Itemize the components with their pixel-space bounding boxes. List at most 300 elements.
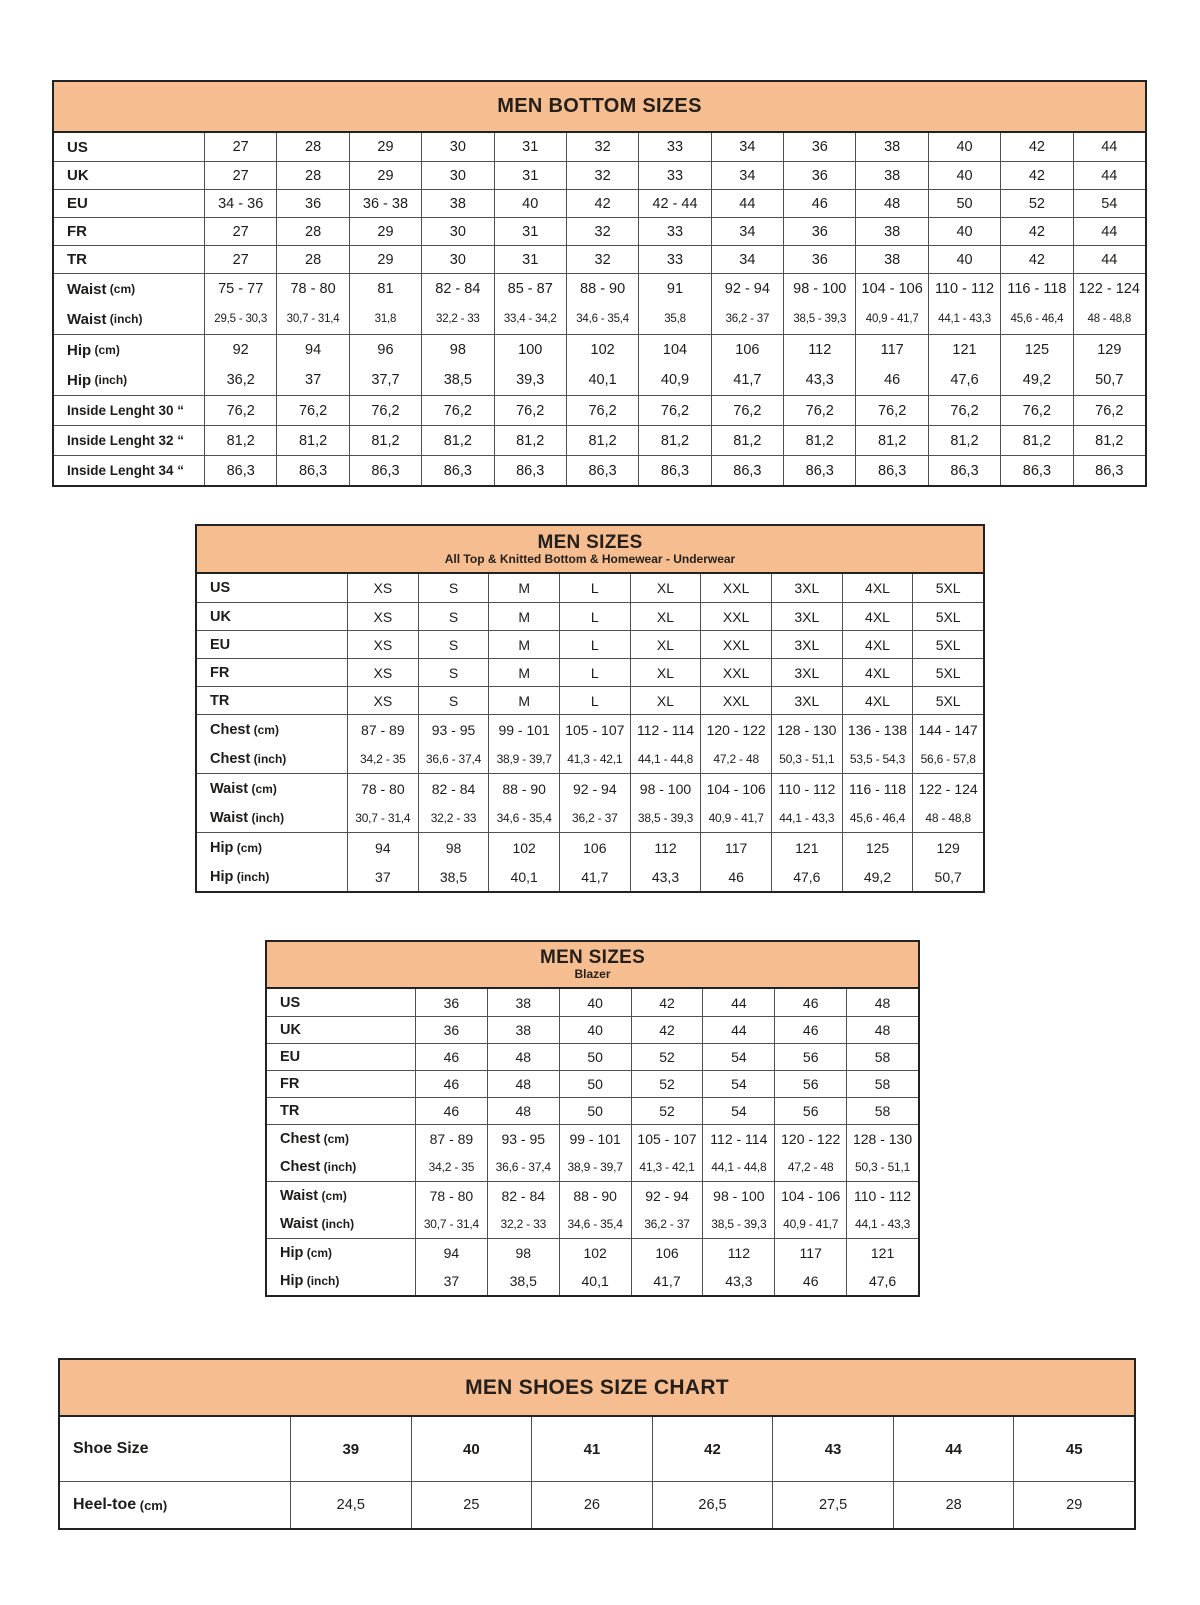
value-cell: 52 bbox=[631, 1098, 703, 1124]
row-label: Inside Lenght 34 “ bbox=[67, 463, 185, 478]
value-cell: 42 bbox=[1000, 162, 1072, 189]
value-cell: 40 bbox=[559, 1017, 631, 1043]
row-label: Heel-toe (cm) bbox=[73, 1496, 168, 1513]
table-row bbox=[267, 1097, 918, 1124]
value-cell: 48 - 48,8 bbox=[912, 803, 983, 832]
table-row bbox=[60, 1481, 1134, 1528]
value-cell: 30 bbox=[421, 162, 493, 189]
row-label: TR bbox=[210, 692, 230, 709]
value-cell: 87 - 89 bbox=[347, 715, 418, 744]
table-row bbox=[267, 1043, 918, 1070]
value-cell: 28 bbox=[276, 133, 348, 161]
value-cell: 144 - 147 bbox=[912, 715, 983, 744]
value-cell: 105 - 107 bbox=[631, 1125, 703, 1153]
value-cell: 105 - 107 bbox=[559, 715, 630, 744]
value-cell: 99 - 101 bbox=[559, 1125, 631, 1153]
value-cell: 5XL bbox=[912, 687, 983, 714]
value-cell: 3XL bbox=[771, 687, 842, 714]
value-cell: 76,2 bbox=[494, 396, 566, 425]
value-cell: 40 bbox=[928, 246, 1000, 273]
value-cell: 46 bbox=[415, 1044, 487, 1070]
value-cell: 76,2 bbox=[421, 396, 493, 425]
table-grid bbox=[197, 574, 983, 891]
value-cell: 24,5 bbox=[290, 1482, 411, 1528]
value-cell: 50 bbox=[559, 1071, 631, 1097]
value-cell: 46 bbox=[774, 1017, 846, 1043]
value-cell: 38,5 bbox=[487, 1267, 559, 1295]
value-cell: 5XL bbox=[912, 659, 983, 686]
value-cell: 42 bbox=[1000, 218, 1072, 245]
value-cell: 86,3 bbox=[204, 456, 276, 485]
value-cell: 94 bbox=[415, 1239, 487, 1267]
value-cell: 88 - 90 bbox=[566, 274, 638, 304]
row-label: Hip (inch) bbox=[67, 371, 128, 389]
value-cell: 40 bbox=[928, 218, 1000, 245]
value-cell: 34,6 - 35,4 bbox=[488, 803, 559, 832]
value-cell: 136 - 138 bbox=[842, 715, 913, 744]
table-grid bbox=[54, 133, 1145, 485]
value-cell: 38 bbox=[855, 246, 927, 273]
value-cell: XS bbox=[347, 631, 418, 658]
value-cell: 106 bbox=[711, 335, 783, 365]
value-cell: 93 - 95 bbox=[418, 715, 489, 744]
value-cell: 34 bbox=[711, 218, 783, 245]
value-cell: 26 bbox=[531, 1482, 652, 1528]
value-cell: 41,7 bbox=[711, 365, 783, 395]
value-cell: 48 bbox=[846, 989, 918, 1016]
value-cell: XS bbox=[347, 574, 418, 602]
value-cell: 34,2 - 35 bbox=[415, 1153, 487, 1181]
value-cell: 52 bbox=[631, 1071, 703, 1097]
value-cell: 98 - 100 bbox=[630, 774, 701, 803]
value-cell: 78 - 80 bbox=[347, 774, 418, 803]
value-cell: 104 bbox=[638, 335, 710, 365]
row-label: Waist (inch) bbox=[67, 310, 143, 328]
value-cell: 44 bbox=[702, 1017, 774, 1043]
value-cell: 28 bbox=[893, 1482, 1014, 1528]
value-cell: 40 bbox=[928, 162, 1000, 189]
value-cell: S bbox=[418, 603, 489, 630]
row-label-unit: (inch) bbox=[91, 373, 128, 387]
value-cell: 81,2 bbox=[783, 426, 855, 455]
value-cell: 117 bbox=[855, 335, 927, 365]
value-cell: 39,3 bbox=[494, 365, 566, 395]
value-cell: 47,2 - 48 bbox=[700, 744, 771, 773]
value-cell: 81,2 bbox=[349, 426, 421, 455]
value-cell: 86,3 bbox=[928, 456, 1000, 485]
value-cell: 56 bbox=[774, 1071, 846, 1097]
table-row bbox=[54, 335, 1145, 365]
value-cell: 28 bbox=[276, 218, 348, 245]
value-cell: 40 bbox=[928, 133, 1000, 161]
value-cell: 35,8 bbox=[638, 304, 710, 334]
table-row bbox=[54, 274, 1145, 304]
value-cell: 58 bbox=[846, 1044, 918, 1070]
value-cell: 81,2 bbox=[421, 426, 493, 455]
value-cell: 36 - 38 bbox=[349, 190, 421, 217]
value-cell: 88 - 90 bbox=[559, 1182, 631, 1210]
value-cell: 3XL bbox=[771, 574, 842, 602]
value-cell: 46 bbox=[855, 365, 927, 395]
value-cell: 45,6 - 46,4 bbox=[842, 803, 913, 832]
value-cell: 81,2 bbox=[928, 426, 1000, 455]
value-cell: 29 bbox=[349, 133, 421, 161]
value-cell: 36 bbox=[783, 246, 855, 273]
table-row bbox=[197, 658, 983, 686]
row-label: Waist (cm) bbox=[67, 280, 136, 298]
row-label-unit: (inch) bbox=[250, 751, 287, 766]
value-cell: 41,7 bbox=[559, 862, 630, 891]
value-cell: 120 - 122 bbox=[700, 715, 771, 744]
value-cell: 40,9 - 41,7 bbox=[774, 1210, 846, 1238]
value-cell: 33,4 - 34,2 bbox=[494, 304, 566, 334]
value-cell: 54 bbox=[702, 1071, 774, 1097]
table-row bbox=[267, 1267, 918, 1295]
value-cell: 4XL bbox=[842, 631, 913, 658]
value-cell: 38 bbox=[855, 162, 927, 189]
value-cell: 29 bbox=[349, 246, 421, 273]
value-cell: 33 bbox=[638, 218, 710, 245]
value-cell: 50,7 bbox=[1073, 365, 1145, 395]
table-row bbox=[267, 1070, 918, 1097]
value-cell: 112 bbox=[702, 1239, 774, 1267]
value-cell: 98 bbox=[421, 335, 493, 365]
value-cell: 40,1 bbox=[488, 862, 559, 891]
value-cell: 110 - 112 bbox=[771, 774, 842, 803]
value-cell: 76,2 bbox=[638, 396, 710, 425]
value-cell: 36,6 - 37,4 bbox=[487, 1153, 559, 1181]
value-cell: L bbox=[559, 659, 630, 686]
value-cell: 27 bbox=[204, 162, 276, 189]
value-cell: 47,2 - 48 bbox=[774, 1153, 846, 1181]
value-cell: 86,3 bbox=[276, 456, 348, 485]
value-cell: 32 bbox=[566, 246, 638, 273]
row-label-unit: (cm) bbox=[248, 781, 277, 796]
table-title: MEN SIZES bbox=[539, 947, 646, 969]
value-cell: 86,3 bbox=[711, 456, 783, 485]
value-cell: 50 bbox=[559, 1044, 631, 1070]
value-cell: XXL bbox=[700, 603, 771, 630]
value-cell: 86,3 bbox=[566, 456, 638, 485]
value-cell: 58 bbox=[846, 1071, 918, 1097]
row-label: EU bbox=[210, 636, 231, 653]
value-cell: 41 bbox=[531, 1417, 652, 1481]
value-cell: 56 bbox=[774, 1044, 846, 1070]
row-label: US bbox=[67, 138, 88, 156]
table-row bbox=[54, 304, 1145, 334]
row-label-unit: (cm) bbox=[318, 1189, 347, 1203]
value-cell: 92 bbox=[204, 335, 276, 365]
value-cell: 36,6 - 37,4 bbox=[418, 744, 489, 773]
value-cell: 91 bbox=[638, 274, 710, 304]
value-cell: 29 bbox=[349, 218, 421, 245]
value-cell: 54 bbox=[702, 1098, 774, 1124]
value-cell: 104 - 106 bbox=[774, 1182, 846, 1210]
value-cell: 86,3 bbox=[1000, 456, 1072, 485]
row-label: US bbox=[210, 580, 231, 596]
table-row bbox=[267, 1125, 918, 1153]
value-cell: 31 bbox=[494, 246, 566, 273]
value-cell: 46 bbox=[783, 190, 855, 217]
value-cell: 75 - 77 bbox=[204, 274, 276, 304]
table-row bbox=[267, 1210, 918, 1238]
table-row bbox=[197, 574, 983, 602]
table-row bbox=[197, 744, 983, 773]
value-cell: 102 bbox=[559, 1239, 631, 1267]
value-cell: 32 bbox=[566, 162, 638, 189]
table-row bbox=[54, 425, 1145, 455]
value-cell: 4XL bbox=[842, 659, 913, 686]
value-cell: 82 - 84 bbox=[421, 274, 493, 304]
value-cell: 50,3 - 51,1 bbox=[846, 1153, 918, 1181]
measure-group bbox=[267, 1181, 918, 1238]
table-row bbox=[267, 1239, 918, 1267]
table-row bbox=[267, 1016, 918, 1043]
value-cell: XS bbox=[347, 603, 418, 630]
table-row bbox=[54, 245, 1145, 273]
value-cell: 38 bbox=[855, 133, 927, 161]
value-cell: 94 bbox=[347, 833, 418, 862]
table-row bbox=[54, 189, 1145, 217]
value-cell: 121 bbox=[771, 833, 842, 862]
value-cell: 5XL bbox=[912, 631, 983, 658]
value-cell: 81,2 bbox=[204, 426, 276, 455]
value-cell: 33 bbox=[638, 246, 710, 273]
value-cell: 120 - 122 bbox=[774, 1125, 846, 1153]
value-cell: 26,5 bbox=[652, 1482, 773, 1528]
value-cell: 3XL bbox=[771, 631, 842, 658]
value-cell: 44,1 - 44,8 bbox=[630, 744, 701, 773]
row-label-unit: (inch) bbox=[320, 1160, 357, 1174]
value-cell: 38 bbox=[487, 1017, 559, 1043]
value-cell: 34 bbox=[711, 162, 783, 189]
value-cell: 86,3 bbox=[638, 456, 710, 485]
measure-group bbox=[197, 714, 983, 773]
value-cell: 42 bbox=[1000, 133, 1072, 161]
value-cell: 76,2 bbox=[711, 396, 783, 425]
table-row bbox=[54, 365, 1145, 395]
value-cell: 106 bbox=[631, 1239, 703, 1267]
value-cell: 125 bbox=[1000, 335, 1072, 365]
value-cell: XL bbox=[630, 659, 701, 686]
value-cell: 41,3 - 42,1 bbox=[631, 1153, 703, 1181]
value-cell: 37 bbox=[415, 1267, 487, 1295]
value-cell: 30,7 - 31,4 bbox=[347, 803, 418, 832]
value-cell: S bbox=[418, 687, 489, 714]
value-cell: 40 bbox=[411, 1417, 532, 1481]
row-label: UK bbox=[210, 608, 231, 625]
value-cell: 38,5 bbox=[418, 862, 489, 891]
measure-group bbox=[54, 334, 1145, 395]
value-cell: L bbox=[559, 603, 630, 630]
value-cell: 34 bbox=[711, 133, 783, 161]
value-cell: 81,2 bbox=[1000, 426, 1072, 455]
value-cell: 38,5 - 39,3 bbox=[783, 304, 855, 334]
value-cell: 46 bbox=[774, 1267, 846, 1295]
value-cell: 44 bbox=[702, 989, 774, 1016]
row-label: Waist (inch) bbox=[210, 809, 285, 826]
value-cell: 81,2 bbox=[1073, 426, 1145, 455]
value-cell: 36,2 - 37 bbox=[559, 803, 630, 832]
row-label: UK bbox=[67, 167, 89, 184]
value-cell: 49,2 bbox=[842, 862, 913, 891]
table-row bbox=[60, 1417, 1134, 1481]
value-cell: 44 bbox=[1073, 218, 1145, 245]
row-label-unit: (cm) bbox=[250, 722, 279, 737]
row-label: FR bbox=[67, 223, 87, 240]
value-cell: 92 - 94 bbox=[711, 274, 783, 304]
row-label: Shoe Size bbox=[73, 1440, 149, 1457]
value-cell: 81,2 bbox=[711, 426, 783, 455]
value-cell: 44,1 - 44,8 bbox=[702, 1153, 774, 1181]
row-label-unit: (inch) bbox=[248, 810, 285, 825]
men-sizes-blazer-table bbox=[265, 940, 920, 1297]
value-cell: 30 bbox=[421, 133, 493, 161]
table-row bbox=[267, 1153, 918, 1181]
value-cell: 37 bbox=[276, 365, 348, 395]
value-cell: 125 bbox=[842, 833, 913, 862]
value-cell: 36 bbox=[415, 1017, 487, 1043]
value-cell: L bbox=[559, 631, 630, 658]
row-label-unit: (inch) bbox=[233, 869, 270, 884]
value-cell: 33 bbox=[638, 133, 710, 161]
value-cell: 36,2 - 37 bbox=[631, 1210, 703, 1238]
value-cell: 50,3 - 51,1 bbox=[771, 744, 842, 773]
row-label: FR bbox=[280, 1076, 300, 1092]
value-cell: 78 - 80 bbox=[415, 1182, 487, 1210]
value-cell: 34 bbox=[711, 246, 783, 273]
value-cell: 36 bbox=[415, 989, 487, 1016]
value-cell: 110 - 112 bbox=[846, 1182, 918, 1210]
row-label-unit: (cm) bbox=[233, 840, 263, 855]
value-cell: 40,1 bbox=[566, 365, 638, 395]
value-cell: 32,2 - 33 bbox=[487, 1210, 559, 1238]
row-label-unit: (cm) bbox=[136, 1497, 168, 1513]
value-cell: 116 - 118 bbox=[1000, 274, 1072, 304]
value-cell: 27 bbox=[204, 133, 276, 161]
row-label: US bbox=[280, 994, 301, 1011]
value-cell: 81,2 bbox=[566, 426, 638, 455]
value-cell: 44 bbox=[711, 190, 783, 217]
value-cell: 128 - 130 bbox=[771, 715, 842, 744]
value-cell: 86,3 bbox=[1073, 456, 1145, 485]
value-cell: 38,9 - 39,7 bbox=[559, 1153, 631, 1181]
value-cell: 32,2 - 33 bbox=[418, 803, 489, 832]
value-cell: XXL bbox=[700, 574, 771, 602]
value-cell: 28 bbox=[276, 162, 348, 189]
value-cell: 76,2 bbox=[566, 396, 638, 425]
value-cell: XL bbox=[630, 687, 701, 714]
value-cell: 44,1 - 43,3 bbox=[846, 1210, 918, 1238]
value-cell: 86,3 bbox=[421, 456, 493, 485]
value-cell: 112 - 114 bbox=[630, 715, 701, 744]
value-cell: 36,2 bbox=[204, 365, 276, 395]
value-cell: 43 bbox=[772, 1417, 893, 1481]
value-cell: 46 bbox=[415, 1071, 487, 1097]
row-label: Hip (inch) bbox=[280, 1273, 340, 1289]
value-cell: 50 bbox=[928, 190, 1000, 217]
value-cell: 3XL bbox=[771, 659, 842, 686]
value-cell: 42 - 44 bbox=[638, 190, 710, 217]
value-cell: 40 bbox=[494, 190, 566, 217]
value-cell: 28 bbox=[276, 246, 348, 273]
value-cell: 27 bbox=[204, 218, 276, 245]
men-bottom-sizes-table bbox=[52, 80, 1147, 487]
value-cell: 40,1 bbox=[559, 1267, 631, 1295]
table-subtitle: All Top & Knitted Bottom & Homewear - Underwear bbox=[444, 551, 736, 566]
value-cell: 100 bbox=[494, 335, 566, 365]
value-cell: 31,8 bbox=[349, 304, 421, 334]
value-cell: 76,2 bbox=[204, 396, 276, 425]
row-label: Waist (inch) bbox=[280, 1216, 355, 1232]
value-cell: 81,2 bbox=[855, 426, 927, 455]
table-row bbox=[197, 774, 983, 803]
value-cell: 44 bbox=[1073, 246, 1145, 273]
value-cell: M bbox=[488, 659, 559, 686]
men-sizes-tops-table bbox=[195, 524, 985, 893]
row-label: Chest (inch) bbox=[280, 1159, 357, 1175]
value-cell: 42 bbox=[631, 1017, 703, 1043]
row-label: Hip (cm) bbox=[280, 1245, 333, 1261]
value-cell: 39 bbox=[290, 1417, 411, 1481]
row-label: FR bbox=[210, 664, 230, 681]
value-cell: 104 - 106 bbox=[700, 774, 771, 803]
measure-group bbox=[54, 273, 1145, 334]
value-cell: 36 bbox=[276, 190, 348, 217]
value-cell: 53,5 - 54,3 bbox=[842, 744, 913, 773]
value-cell: 58 bbox=[846, 1098, 918, 1124]
value-cell: XL bbox=[630, 631, 701, 658]
value-cell: 34 - 36 bbox=[204, 190, 276, 217]
value-cell: XL bbox=[630, 574, 701, 602]
value-cell: 48 bbox=[855, 190, 927, 217]
value-cell: 121 bbox=[928, 335, 1000, 365]
value-cell: 49,2 bbox=[1000, 365, 1072, 395]
value-cell: S bbox=[418, 659, 489, 686]
row-label: Chest (cm) bbox=[280, 1131, 349, 1147]
value-cell: 116 - 118 bbox=[842, 774, 913, 803]
value-cell: 46 bbox=[415, 1098, 487, 1124]
value-cell: 34,2 - 35 bbox=[347, 744, 418, 773]
value-cell: 43,3 bbox=[630, 862, 701, 891]
value-cell: 78 - 80 bbox=[276, 274, 348, 304]
table-row bbox=[197, 630, 983, 658]
value-cell: 5XL bbox=[912, 603, 983, 630]
value-cell: 92 - 94 bbox=[631, 1182, 703, 1210]
value-cell: 44,1 - 43,3 bbox=[928, 304, 1000, 334]
table-row bbox=[54, 455, 1145, 485]
row-label: TR bbox=[67, 251, 87, 268]
value-cell: 32 bbox=[566, 218, 638, 245]
value-cell: 96 bbox=[349, 335, 421, 365]
row-label: Chest (inch) bbox=[210, 750, 287, 767]
value-cell: 81,2 bbox=[276, 426, 348, 455]
value-cell: 76,2 bbox=[349, 396, 421, 425]
table-row bbox=[267, 1182, 918, 1210]
value-cell: 98 bbox=[418, 833, 489, 862]
value-cell: 42 bbox=[566, 190, 638, 217]
value-cell: 47,6 bbox=[846, 1267, 918, 1295]
value-cell: 46 bbox=[774, 989, 846, 1016]
value-cell: XS bbox=[347, 659, 418, 686]
row-label: Hip (cm) bbox=[210, 839, 263, 856]
row-label: Waist (cm) bbox=[280, 1188, 347, 1204]
value-cell: 34,6 - 35,4 bbox=[559, 1210, 631, 1238]
value-cell: 27,5 bbox=[772, 1482, 893, 1528]
value-cell: 45 bbox=[1013, 1417, 1134, 1481]
row-label-unit: (inch) bbox=[318, 1217, 355, 1231]
value-cell: 112 bbox=[783, 335, 855, 365]
